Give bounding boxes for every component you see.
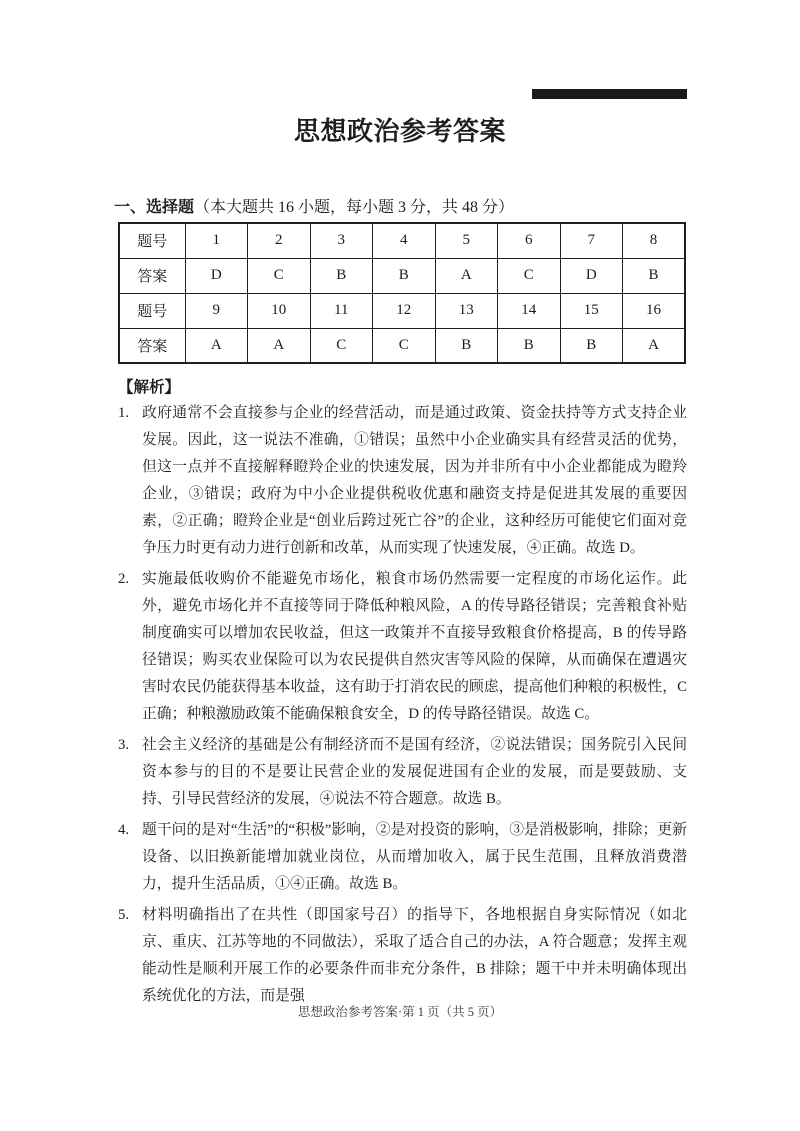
table-cell: A	[435, 258, 498, 293]
analysis-item-5	[118, 902, 687, 1010]
section-heading-title: 一、选择题	[114, 199, 195, 216]
row-header-cell: 题号	[119, 223, 185, 258]
table-row-answers-2	[119, 328, 685, 363]
item-number: 1.	[118, 405, 130, 421]
analysis-item-1	[118, 400, 687, 562]
table-cell: 8	[623, 223, 686, 258]
table-cell: B	[373, 258, 436, 293]
table-cell: C	[248, 258, 311, 293]
item-text: 政府通常不会直接参与企业的经营活动，而是通过政策、资金扶持等方式支持企业发展。因此，这一说法不准确，①错误；虽然中小企业确实具有经营灵活的优势，但这一点并不直接解释瞪羚企业的快速发展，因为并非所有中小企业都能成为瞪羚企业，③错误；政府为中小企业提供税收优惠和融资支持是促进其发展的重要因素，②正确；瞪羚企业是“创业后跨过死亡谷”的企业，这种经历可能使它们面对竞争压力时更有动力进行创新和改革，从而实现了快速发展，④正确。故选 D。	[142, 405, 687, 556]
item-text: 实施最低收购价不能避免市场化，粮食市场仍然需要一定程度的市场化运作。此外，避免市场化并不直接等同于降低种粮风险，A 的传导路径错误；完善粮食补贴制度确实可以增加农民收益，但这一政策并不直接导致粮食价格提高，B 的传导路径错误；购买农业保险可以为农民提供自然灾害等风险的保障，从而确保在遭遇灾害时农民仍能获得基本收益，这有助于打消农民的顾虑，提高他们种粮的积极性，C 正确；种粮激励政策不能确保粮食安全，D 的传导路径错误。故选 C。	[142, 571, 687, 722]
table-cell: C	[310, 328, 373, 363]
table-cell: 5	[435, 223, 498, 258]
table-cell: 12	[373, 293, 436, 328]
item-text: 材料明确指出了在共性（即国家号召）的指导下，各地根据自身实际情况（如北京、重庆、江苏等地的不同做法），采取了适合自己的办法，A 符合题意；发挥主观能动性是顺利开展工作的必要条件而非充分条件，B 排除；题干中并未明确体现出系统优化的方法，而是强	[142, 907, 687, 1004]
table-cell: C	[498, 258, 561, 293]
row-header-cell: 答案	[119, 258, 185, 293]
table-cell: 15	[560, 293, 623, 328]
table-cell: 6	[498, 223, 561, 258]
table-cell: 3	[310, 223, 373, 258]
table-cell: 10	[248, 293, 311, 328]
item-number: 2.	[118, 571, 130, 587]
analysis-label: 【解析】	[118, 379, 181, 396]
table-cell: 9	[185, 293, 248, 328]
analysis-item-2	[118, 566, 687, 728]
table-cell: D	[560, 258, 623, 293]
table-cell: 14	[498, 293, 561, 328]
table-cell: 2	[248, 223, 311, 258]
table-cell: A	[248, 328, 311, 363]
item-text: 社会主义经济的基础是公有制经济而不是国有经济，②说法错误；国务院引入民间资本参与的目的不是要让民营企业的发展促进国有企业的发展，而是要鼓励、支持、引导民营经济的发展，④说法不符合题意。故选 B。	[142, 737, 687, 807]
table-cell: 4	[373, 223, 436, 258]
row-header-cell: 答案	[119, 328, 185, 363]
table-cell: 16	[623, 293, 686, 328]
analysis-item-4	[118, 817, 687, 898]
table-cell: 13	[435, 293, 498, 328]
page-title: 思想政治参考答案	[293, 117, 506, 146]
table-cell: 7	[560, 223, 623, 258]
page-footer: 思想政治参考答案·第 1 页（共 5 页）	[297, 1005, 503, 1019]
table-cell: B	[623, 258, 686, 293]
table-row-question-numbers-1	[119, 223, 685, 258]
item-number: 3.	[118, 737, 130, 753]
analysis-item-3	[118, 732, 687, 813]
section-heading-note: （本大题共 16 小题，每小题 3 分，共 48 分）	[194, 199, 515, 216]
table-cell: B	[435, 328, 498, 363]
section-heading	[114, 194, 514, 217]
table-cell: A	[623, 328, 686, 363]
table-row-question-numbers-2	[119, 293, 685, 328]
table-row-answers-1	[119, 258, 685, 293]
table-cell: 1	[185, 223, 248, 258]
item-number: 4.	[118, 822, 130, 838]
table-cell: A	[185, 328, 248, 363]
table-cell: C	[373, 328, 436, 363]
answer-table-container	[118, 222, 686, 364]
table-cell: B	[498, 328, 561, 363]
analysis-list	[118, 400, 687, 1014]
answer-table	[118, 222, 686, 364]
corner-mark-bar	[532, 89, 687, 99]
table-cell: D	[185, 258, 248, 293]
row-header-cell: 题号	[119, 293, 185, 328]
table-cell: B	[560, 328, 623, 363]
item-text: 题干问的是对“生活”的“积极”影响，②是对投资的影响，③是消极影响，排除；更新设备、以旧换新能增加就业岗位，从而增加收入，属于民生范围，且释放消费潜力，提升生活品质，①④正确。故选 B。	[142, 822, 687, 892]
item-number: 5.	[118, 907, 130, 923]
table-cell: B	[310, 258, 373, 293]
table-cell: 11	[310, 293, 373, 328]
